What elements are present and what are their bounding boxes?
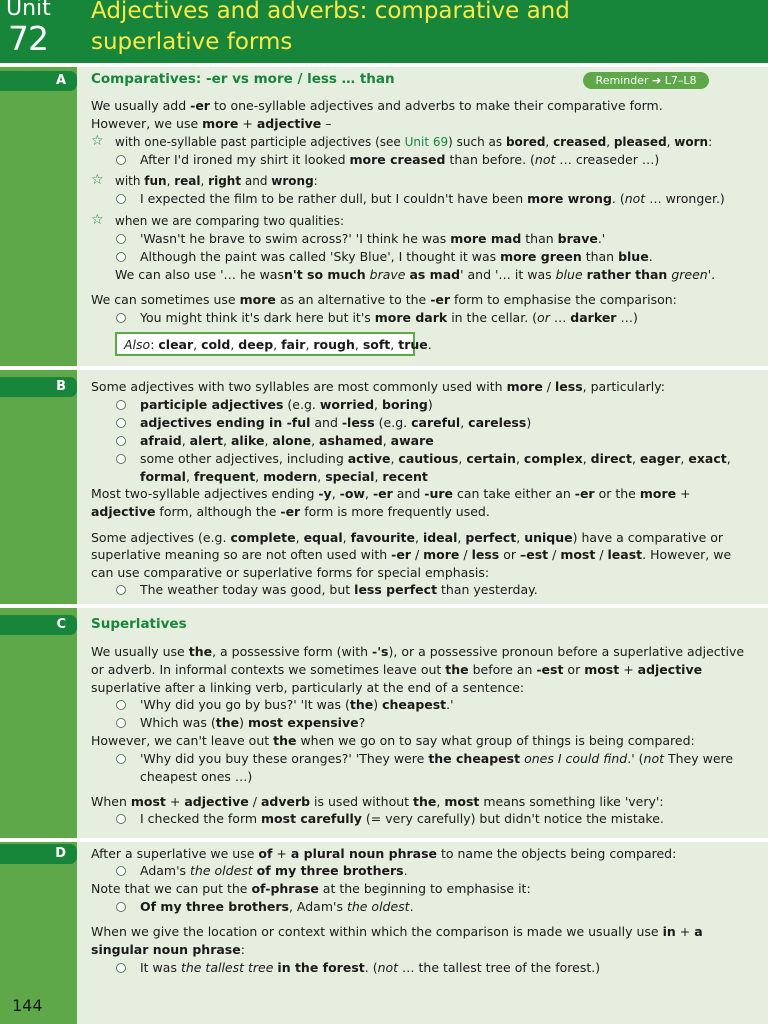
unit-label: Unit bbox=[6, 0, 51, 21]
text-line: with one-syllable past participle adjectives (see Unit 69) such as bored, creased, pleased, worn: bbox=[115, 135, 713, 149]
also-text: Also: clear, cold, deep, fair, rough, soft, true. bbox=[124, 337, 432, 352]
bullet-icon bbox=[116, 400, 126, 410]
bullet-icon bbox=[116, 814, 126, 824]
unit-number: 72 bbox=[8, 19, 48, 58]
section-tab-b: B bbox=[0, 377, 77, 397]
bullet-icon bbox=[116, 194, 126, 204]
text-line: We usually add -er to one-syllable adjectives and adverbs to make their comparative form. bbox=[91, 98, 663, 113]
text-line: singular noun phrase: bbox=[91, 942, 245, 957]
page-number: 144 bbox=[12, 996, 43, 1015]
page-title bbox=[91, 0, 570, 58]
text-line: or adverb. In informal contexts we sometimes leave out the before an -est or most + adjective bbox=[91, 662, 703, 677]
text-line: Note that we can put the of-phrase at the beginning to emphasise it: bbox=[91, 881, 531, 896]
text-line: We can sometimes use more as an alternative to the -er form to emphasise the comparison: bbox=[91, 292, 677, 307]
section-tab-a: A bbox=[0, 71, 77, 91]
list-item: formal, frequent, modern, special, recent bbox=[140, 469, 428, 484]
bullet-icon bbox=[116, 902, 126, 912]
text-line: However, we use more + adjective – bbox=[91, 116, 332, 131]
text-line: can use comparative or superlative forms for special emphasis: bbox=[91, 565, 490, 580]
divider bbox=[0, 604, 768, 608]
text-line: However, we can't leave out the when we go on to say what group of things is being compared: bbox=[91, 733, 695, 748]
text-line: We usually use the, a possessive form (with -'s), or a possessive pronoun before a superlative adjective bbox=[91, 644, 745, 659]
text-line: Most two-syllable adjectives ending -y, -ow, -er and -ure can take either an -er or the more + bbox=[91, 486, 691, 501]
bullet-icon bbox=[116, 585, 126, 595]
bullet-icon bbox=[116, 436, 126, 446]
divider bbox=[0, 838, 768, 842]
section-tab-d: D bbox=[0, 844, 77, 864]
example-line: I checked the form most carefully (= very carefully) but didn't notice the mistake. bbox=[140, 811, 664, 826]
text-line: After a superlative we use of + a plural noun phrase to name the objects being compared: bbox=[91, 846, 677, 861]
example-line: Adam's the oldest of my three brothers. bbox=[140, 863, 408, 878]
bullet-icon bbox=[116, 155, 126, 165]
bullet-icon bbox=[116, 418, 126, 428]
divider bbox=[0, 63, 768, 67]
title-line-2: superlative forms bbox=[91, 29, 293, 55]
text-line: When most + adjective / adverb is used without the, most means something like 'very': bbox=[91, 794, 664, 809]
bullet-icon bbox=[116, 252, 126, 262]
bullet-icon bbox=[116, 454, 126, 464]
section-c-title: Superlatives bbox=[91, 616, 187, 632]
bullet-icon bbox=[116, 754, 126, 764]
text-line: Some adjectives with two syllables are most commonly used with more / less, particularly: bbox=[91, 379, 665, 394]
section-tab-c: C bbox=[0, 615, 77, 635]
example-line: Which was (the) most expensive? bbox=[140, 715, 366, 730]
bullet-icon bbox=[116, 963, 126, 973]
star-icon: ☆ bbox=[91, 212, 104, 228]
text-line: when we are comparing two qualities: bbox=[115, 214, 344, 228]
bullet-icon bbox=[116, 866, 126, 876]
example-line: 'Why did you go by bus?' 'It was (the) cheapest.' bbox=[140, 697, 454, 712]
example-line: Of my three brothers, Adam's the oldest. bbox=[140, 899, 414, 914]
section-a-title: Comparatives: -er vs more / less … than bbox=[91, 71, 395, 87]
bullet-icon bbox=[116, 700, 126, 710]
text-line: superlative after a linking verb, particularly at the end of a sentence: bbox=[91, 680, 525, 695]
unit-box bbox=[0, 0, 77, 63]
example-line: I expected the film to be rather dull, but I couldn't have been more wrong. (not … wronger.) bbox=[140, 191, 725, 206]
text-line: We can also use '… he wasn't so much brave as mad' and '… it was blue rather than green'. bbox=[115, 267, 716, 282]
bullet-icon bbox=[116, 234, 126, 244]
example-line: It was the tallest tree in the forest. (not … the tallest tree of the forest.) bbox=[140, 960, 601, 975]
bullet-icon bbox=[116, 313, 126, 323]
example-line: The weather today was good, but less perfect than yesterday. bbox=[140, 582, 538, 597]
example-line: cheapest ones …) bbox=[140, 769, 253, 784]
star-icon: ☆ bbox=[91, 172, 104, 188]
list-item: participle adjectives (e.g. worried, boring) bbox=[140, 397, 433, 412]
text-line: Some adjectives (e.g. complete, equal, favourite, ideal, perfect, unique) have a comparative or bbox=[91, 530, 724, 545]
text-line: adjective form, although the -er form is more frequently used. bbox=[91, 504, 490, 519]
divider bbox=[0, 366, 768, 370]
example-line: Although the paint was called 'Sky Blue', I thought it was more green than blue. bbox=[140, 249, 653, 264]
example-line: After I'd ironed my shirt it looked more creased than before. (not … creaseder …) bbox=[140, 152, 660, 167]
example-line: 'Wasn't he brave to swim across?' 'I think he was more mad than brave.' bbox=[140, 231, 606, 246]
text-line: When we give the location or context within which the comparison is made we usually use in + a bbox=[91, 924, 703, 939]
example-line: You might think it's dark here but it's more dark in the cellar. (or … darker …) bbox=[140, 310, 638, 325]
list-item: afraid, alert, alike, alone, ashamed, aware bbox=[140, 433, 434, 448]
list-item: adjectives ending in -ful and -less (e.g. careful, careless) bbox=[140, 415, 532, 430]
bullet-icon bbox=[116, 718, 126, 728]
text-line: with fun, real, right and wrong: bbox=[115, 174, 318, 188]
star-icon: ☆ bbox=[91, 133, 104, 149]
reminder-link[interactable]: Reminder ➜ L7–L8 bbox=[583, 72, 709, 89]
title-line-1: Adjectives and adverbs: comparative and bbox=[91, 0, 570, 24]
list-item: some other adjectives, including active, cautious, certain, complex, direct, eager, exact, bbox=[140, 451, 731, 466]
sidebar bbox=[0, 0, 77, 1024]
text-line: superlative meaning so are not often used with -er / more / less or –est / most / least. However, we bbox=[91, 547, 732, 562]
example-line: 'Why did you buy these oranges?' 'They were the cheapest ones I could find.' (not They were bbox=[140, 751, 734, 766]
